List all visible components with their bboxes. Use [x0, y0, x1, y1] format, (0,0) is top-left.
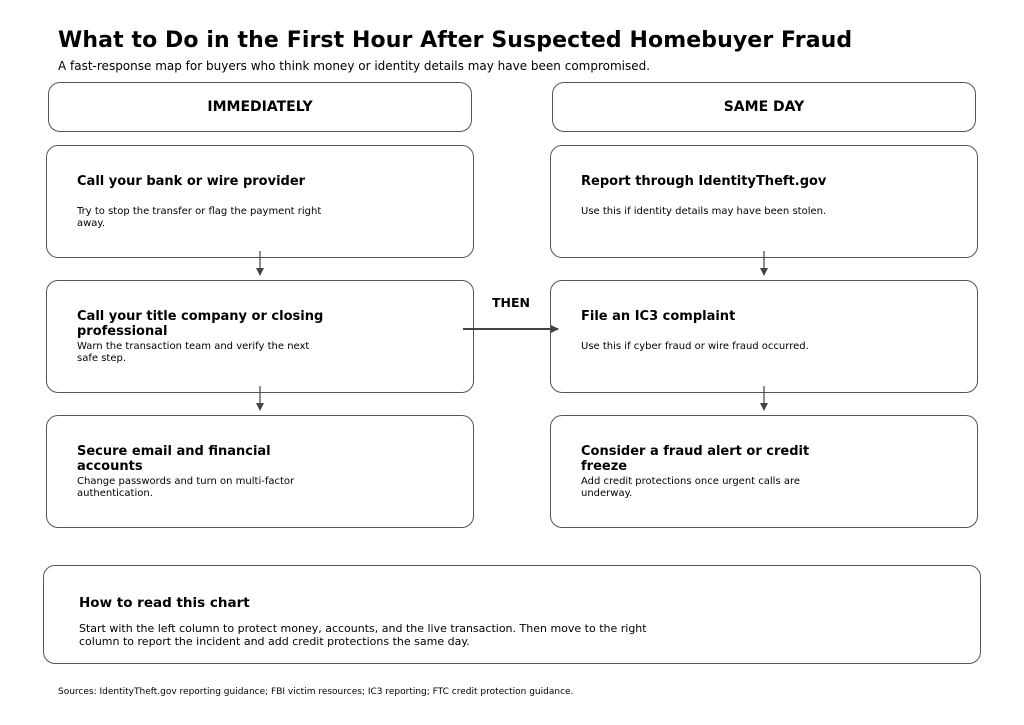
- step-description: Try to stop the transfer or flag the payment right away.: [77, 206, 322, 229]
- step-description: Use this if identity details may have been stolen.: [581, 206, 827, 217]
- step-title: Report through IdentityTheft.gov: [581, 174, 827, 189]
- then-label: THEN: [492, 295, 530, 310]
- step-title: Secure email and financial accounts: [77, 444, 271, 474]
- step-title: Call your bank or wire provider: [77, 174, 306, 189]
- step-title: File an IC3 complaint: [581, 309, 736, 324]
- note-title: How to read this chart: [79, 595, 250, 611]
- page-subtitle: A fast-response map for buyers who think money or identity details may have been compromised.: [58, 59, 651, 73]
- page-title: What to Do in the First Hour After Suspected Homebuyer Fraud: [58, 28, 853, 53]
- step-description: Add credit protections once urgent calls are underway.: [581, 476, 801, 499]
- note-text: Start with the left column to protect money, accounts, and the live transaction. Then move to the right column to report the incident and add credit protections the same day.: [79, 622, 647, 648]
- step-description: Use this if cyber fraud or wire fraud occurred.: [581, 341, 809, 352]
- step-title: Consider a fraud alert or credit freeze: [581, 444, 810, 474]
- step-description: Change passwords and turn on multi-factor authentication.: [77, 476, 295, 499]
- column-header-label: IMMEDIATELY: [207, 99, 313, 115]
- how-to-read-box: [43, 565, 981, 664]
- sources-footnote: Sources: IdentityTheft.gov reporting guidance; FBI victim resources; IC3 reporting; FTC credit protection guidance.: [58, 687, 574, 697]
- step-description: Warn the transaction team and verify the next safe step.: [77, 341, 310, 364]
- column-header-label: SAME DAY: [723, 99, 805, 115]
- step-title: Call your title company or closing professional: [77, 309, 324, 339]
